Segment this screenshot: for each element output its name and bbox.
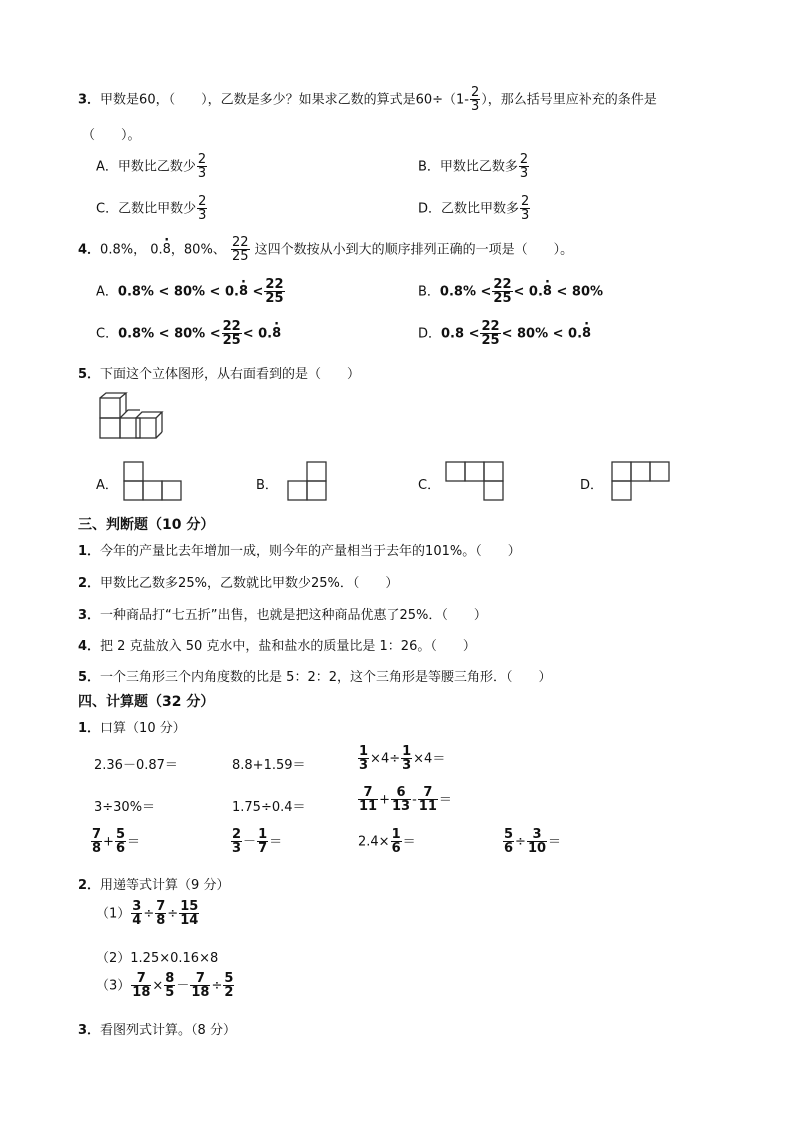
q4-option-a[interactable]: A．0.8% < 80% < 0.8 · < $\frac{22}{25}$ xyxy=(96,278,286,306)
q3-option-b[interactable]: B．甲数比乙数多 $\frac{2}{3}$ xyxy=(418,152,529,182)
step-calc-1: （1） $\frac{3}{4}$ ÷ $\frac{7}{8}$ ÷ $\frac{15}{14}$ xyxy=(96,899,199,929)
q5-option-a-figure xyxy=(122,460,184,502)
q5-option-d[interactable]: D． xyxy=(580,478,604,493)
step-calc-heading: 2．用递等式计算（9 分） xyxy=(78,878,230,893)
section4-title: 四、计算题（32 分） xyxy=(78,694,215,710)
q3-stem-fraction: $\frac{2}{3}$ xyxy=(471,85,480,115)
oral-r3c4: $\frac{5}{6}$ ÷ $\frac{3}{10}$ ＝ xyxy=(504,827,562,857)
judge-item-4[interactable]: 4．把 2 克盐放入 50 克水中，盐和盐水的质量比是 1：26。（ ） xyxy=(78,639,476,654)
q5-option-c[interactable]: C． xyxy=(418,478,441,493)
oral-r3c2: $\frac{2}{3}$ － $\frac{1}{7}$ ＝ xyxy=(232,827,283,857)
q5-option-d-figure xyxy=(610,460,672,504)
oral-r2c3: $\frac{7}{11}$ + $\frac{6}{13}$ - $\frac{7}{11}$ ＝ xyxy=(359,785,452,815)
q3-stem-cont: （ ）。 xyxy=(82,128,141,143)
q5-number: 5． xyxy=(78,367,101,382)
step-calc-2: （2）1.25×0.16×8 xyxy=(96,951,219,966)
q4-number: 4． xyxy=(78,242,101,258)
q5-stem: 5．下面这个立体图形，从右面看到的是（ ） xyxy=(78,367,361,382)
q3-option-d[interactable]: D．乙数比甲数多 $\frac{2}{3}$ xyxy=(418,194,530,224)
judge-item-2[interactable]: 2．甲数比乙数多25%，乙数就比甲数少25%．（ ） xyxy=(78,576,399,591)
oral-r2c2: 1.75÷0.4＝ xyxy=(232,800,306,815)
q4-option-b[interactable]: B．0.8% < $\frac{22}{25}$ < 0.8 · < 80% xyxy=(418,278,603,306)
q5-option-c-figure xyxy=(444,460,506,504)
judge-item-1[interactable]: 1．今年的产量比去年增加一成，则今年的产量相当于去年的101%。（ ） xyxy=(78,544,521,559)
oral-r2c1: 3÷30%＝ xyxy=(94,800,156,815)
oral-r1c3: $\frac{1}{3}$ ×4÷ $\frac{1}{3}$ ×4＝ xyxy=(359,744,446,774)
oral-calc-heading: 1．口算（10 分） xyxy=(78,721,186,736)
q4-option-c[interactable]: C．0.8% < 80% < $\frac{22}{25}$ < 0.8 · xyxy=(96,320,281,348)
q5-option-a[interactable]: A． xyxy=(96,478,118,493)
judge-item-3[interactable]: 3．一种商品打“七五折”出售，也就是把这种商品优惠了25%．（ ） xyxy=(78,608,487,623)
q3-option-c[interactable]: C．乙数比甲数少 $\frac{2}{3}$ xyxy=(96,194,207,224)
step-calc-3: （3） $\frac{7}{18}$ × $\frac{8}{5}$ － $\frac{7}{18}$ ÷ $\frac{5}{2}$ xyxy=(96,971,234,1001)
section3-title: 三、判断题（10 分） xyxy=(78,517,215,533)
oral-r3c1: $\frac{7}{8}$ + $\frac{5}{6}$ ＝ xyxy=(92,827,141,857)
oral-r3c3: 2.4× $\frac{1}{6}$ ＝ xyxy=(358,827,416,857)
oral-r1c1: 2.36－0.87＝ xyxy=(94,758,178,773)
q4-option-d[interactable]: D．0.8 < $\frac{22}{25}$ < 80% < 0.8 · xyxy=(418,320,591,348)
q3-option-a[interactable]: A．甲数比乙数少 $\frac{2}{3}$ xyxy=(96,152,207,182)
oral-r1c2: 8.8+1.59＝ xyxy=(232,758,306,773)
q5-option-b[interactable]: B． xyxy=(256,478,278,493)
q5-option-b-figure xyxy=(286,460,330,502)
picture-calc-heading: 3．看图列式计算。（8 分） xyxy=(78,1023,236,1038)
q3-stem: 3．甲数是60，（ ），乙数是多少？如果求乙数的算式是60÷（1- $\frac{2}{3}$ ），那么括号里应补充的条件是 xyxy=(78,85,657,115)
q4-stem: 4．0.8%， 0.8 ·，80%、 $\frac{22}{25}$ 这四个数按从小到大的顺序排列正确的一项是（ ）。 xyxy=(78,236,573,264)
judge-item-5[interactable]: 5．一个三角形三个内角度数的比是 5：2：2，这个三角形是等腰三角形．（ ） xyxy=(78,670,552,685)
q3-number: 3． xyxy=(78,92,101,108)
cube-figure xyxy=(96,392,168,442)
